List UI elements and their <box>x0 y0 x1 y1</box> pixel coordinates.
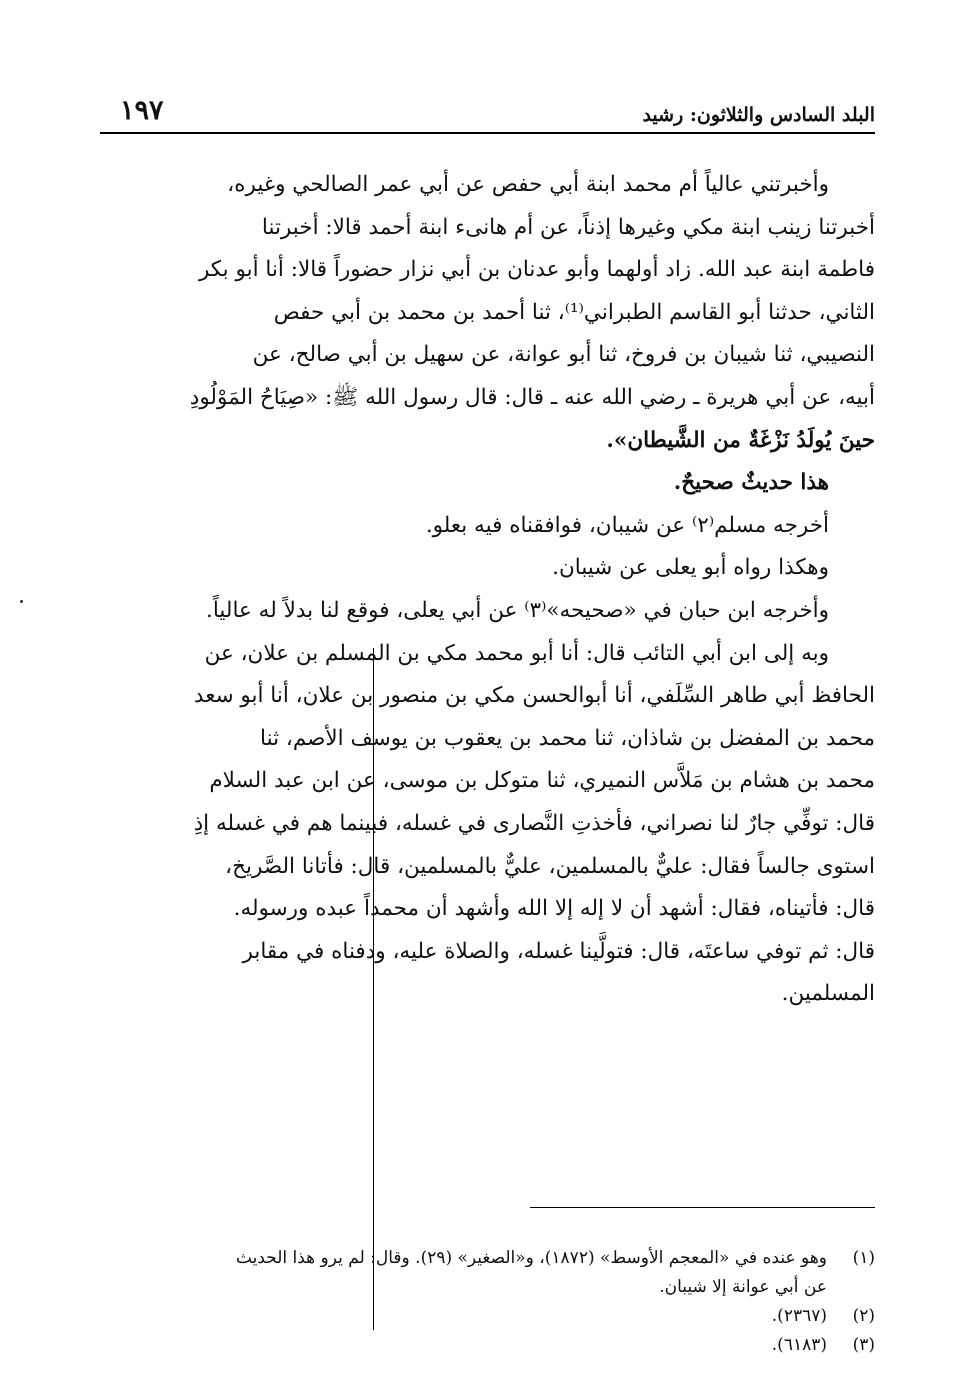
footnote-number: (٢) <box>852 1306 875 1326</box>
text-line: الثاني، حدثنا أبو القاسم الطبراني⁽¹⁾، ثنا أحمد بن محمد بن أبي حفص <box>273 299 875 325</box>
footnote-text: (٦١٨٣). <box>771 1335 827 1355</box>
header-rule <box>100 132 875 134</box>
scan-vertical-line <box>373 648 374 1330</box>
running-title: البلد السادس والثلاثون: رشيد <box>642 104 875 126</box>
text-line: أخبرتنا زينب ابنة مكي وغيرها إذناً، عن أم هانىء ابنة أحمد قالا: أخبرتنا <box>261 214 875 240</box>
text-line: محمد بن المفضل بن شاذان، ثنا محمد بن يعقوب بن يوسف الأصم، ثنا <box>260 725 875 751</box>
footnote-number <box>827 1273 875 1302</box>
text-line: وهكذا رواه أبو يعلى عن شيبان. <box>552 555 829 581</box>
scan-speck <box>20 600 23 603</box>
footnote-item <box>100 1273 875 1302</box>
footnote-number: (٣) <box>852 1335 875 1355</box>
footnotes <box>100 1244 875 1360</box>
verdict-line: هذا حديثٌ صحيحٌ. <box>673 470 829 496</box>
text-line: محمد بن هشام بن مَلاَّس النميري، ثنا متوكل بن موسى، عن ابن عبد السلام <box>209 768 875 794</box>
text-line: حينَ يُولَدُ نَزْغَةٌ من الشَّيطان». <box>606 427 875 453</box>
footnote-text: عن أبي عوانة إلا شيبان. <box>659 1277 827 1297</box>
footnote-item <box>100 1331 875 1360</box>
text-line: فاطمة ابنة عبد الله. زاد أولهما وأبو عدنان بن أبي نزار حضوراً قالا: أنا أبو بكر <box>198 257 875 283</box>
text-line: وأخبرتني عالياً أم محمد ابنة أبي حفص عن أبي عمر الصالحي وغيره، <box>227 172 829 197</box>
text-line: النصيبي، ثنا شيبان بن فروخ، ثنا أبو عوانة، عن سهيل بن أبي صالح، عن <box>252 342 875 368</box>
page-number: ١٩٧ <box>120 95 164 126</box>
footnote-item <box>100 1244 875 1273</box>
footnote-rule <box>530 1207 875 1208</box>
footnote-text: (٢٣٦٧). <box>771 1306 827 1326</box>
text-line: أبيه، عن أبي هريرة ـ رضي الله عنه ـ قال: قال رسول الله ﷺ: «صِيَاحُ المَوْلُودِ <box>189 384 875 410</box>
running-head <box>100 92 875 126</box>
book-page <box>100 92 875 1382</box>
main-text <box>100 164 875 1016</box>
text-line: أخرجه مسلم⁽٢⁾ عن شيبان، فوافقناه فيه بعلو. <box>425 512 829 538</box>
text-line: المسلمين. <box>781 981 875 1007</box>
text-line: قال: ثم توفي ساعتَه، قال: فتولَّينا غسله، والصلاة عليه، ودفناه في مقابر <box>242 938 875 964</box>
footnote-number: (١) <box>852 1248 875 1268</box>
text-line: وبه إلى ابن أبي التائب قال: أنا أبو محمد مكي بن المسلم بن علان، عن <box>204 640 829 666</box>
text-line: وأخرجه ابن حبان في «صحيحه»⁽٣⁾ عن أبي يعلى، فوقع لنا بدلاً له عالياً. <box>206 597 829 623</box>
text-line: قال: فأتيناه، فقال: أشهد أن لا إله إلا الله وأشهد أن محمداً عبده ورسوله. <box>233 896 875 922</box>
text-line: قال: توفِّي جارٌ لنا نصراني، فأخذتِ النَّصارى في غسله، فبينما هم في غسله إذِ <box>193 810 875 836</box>
footnote-item <box>100 1302 875 1331</box>
footnote-text: وهو عنده في «المعجم الأوسط» (١٨٧٢)، و«الصغير» (٢٩). وقال: لم يرو هذا الحديث <box>235 1248 827 1268</box>
text-line: الحافظ أبي طاهر السِّلَفي، أنا أبوالحسن مكي بن منصور بن علان، أنا أبو سعد <box>193 683 875 709</box>
text-line: استوى جالساً فقال: عليٌّ بالمسلمين، عليٌّ بالمسلمين، قال: فأتانا الصَّريخ، <box>225 853 875 879</box>
